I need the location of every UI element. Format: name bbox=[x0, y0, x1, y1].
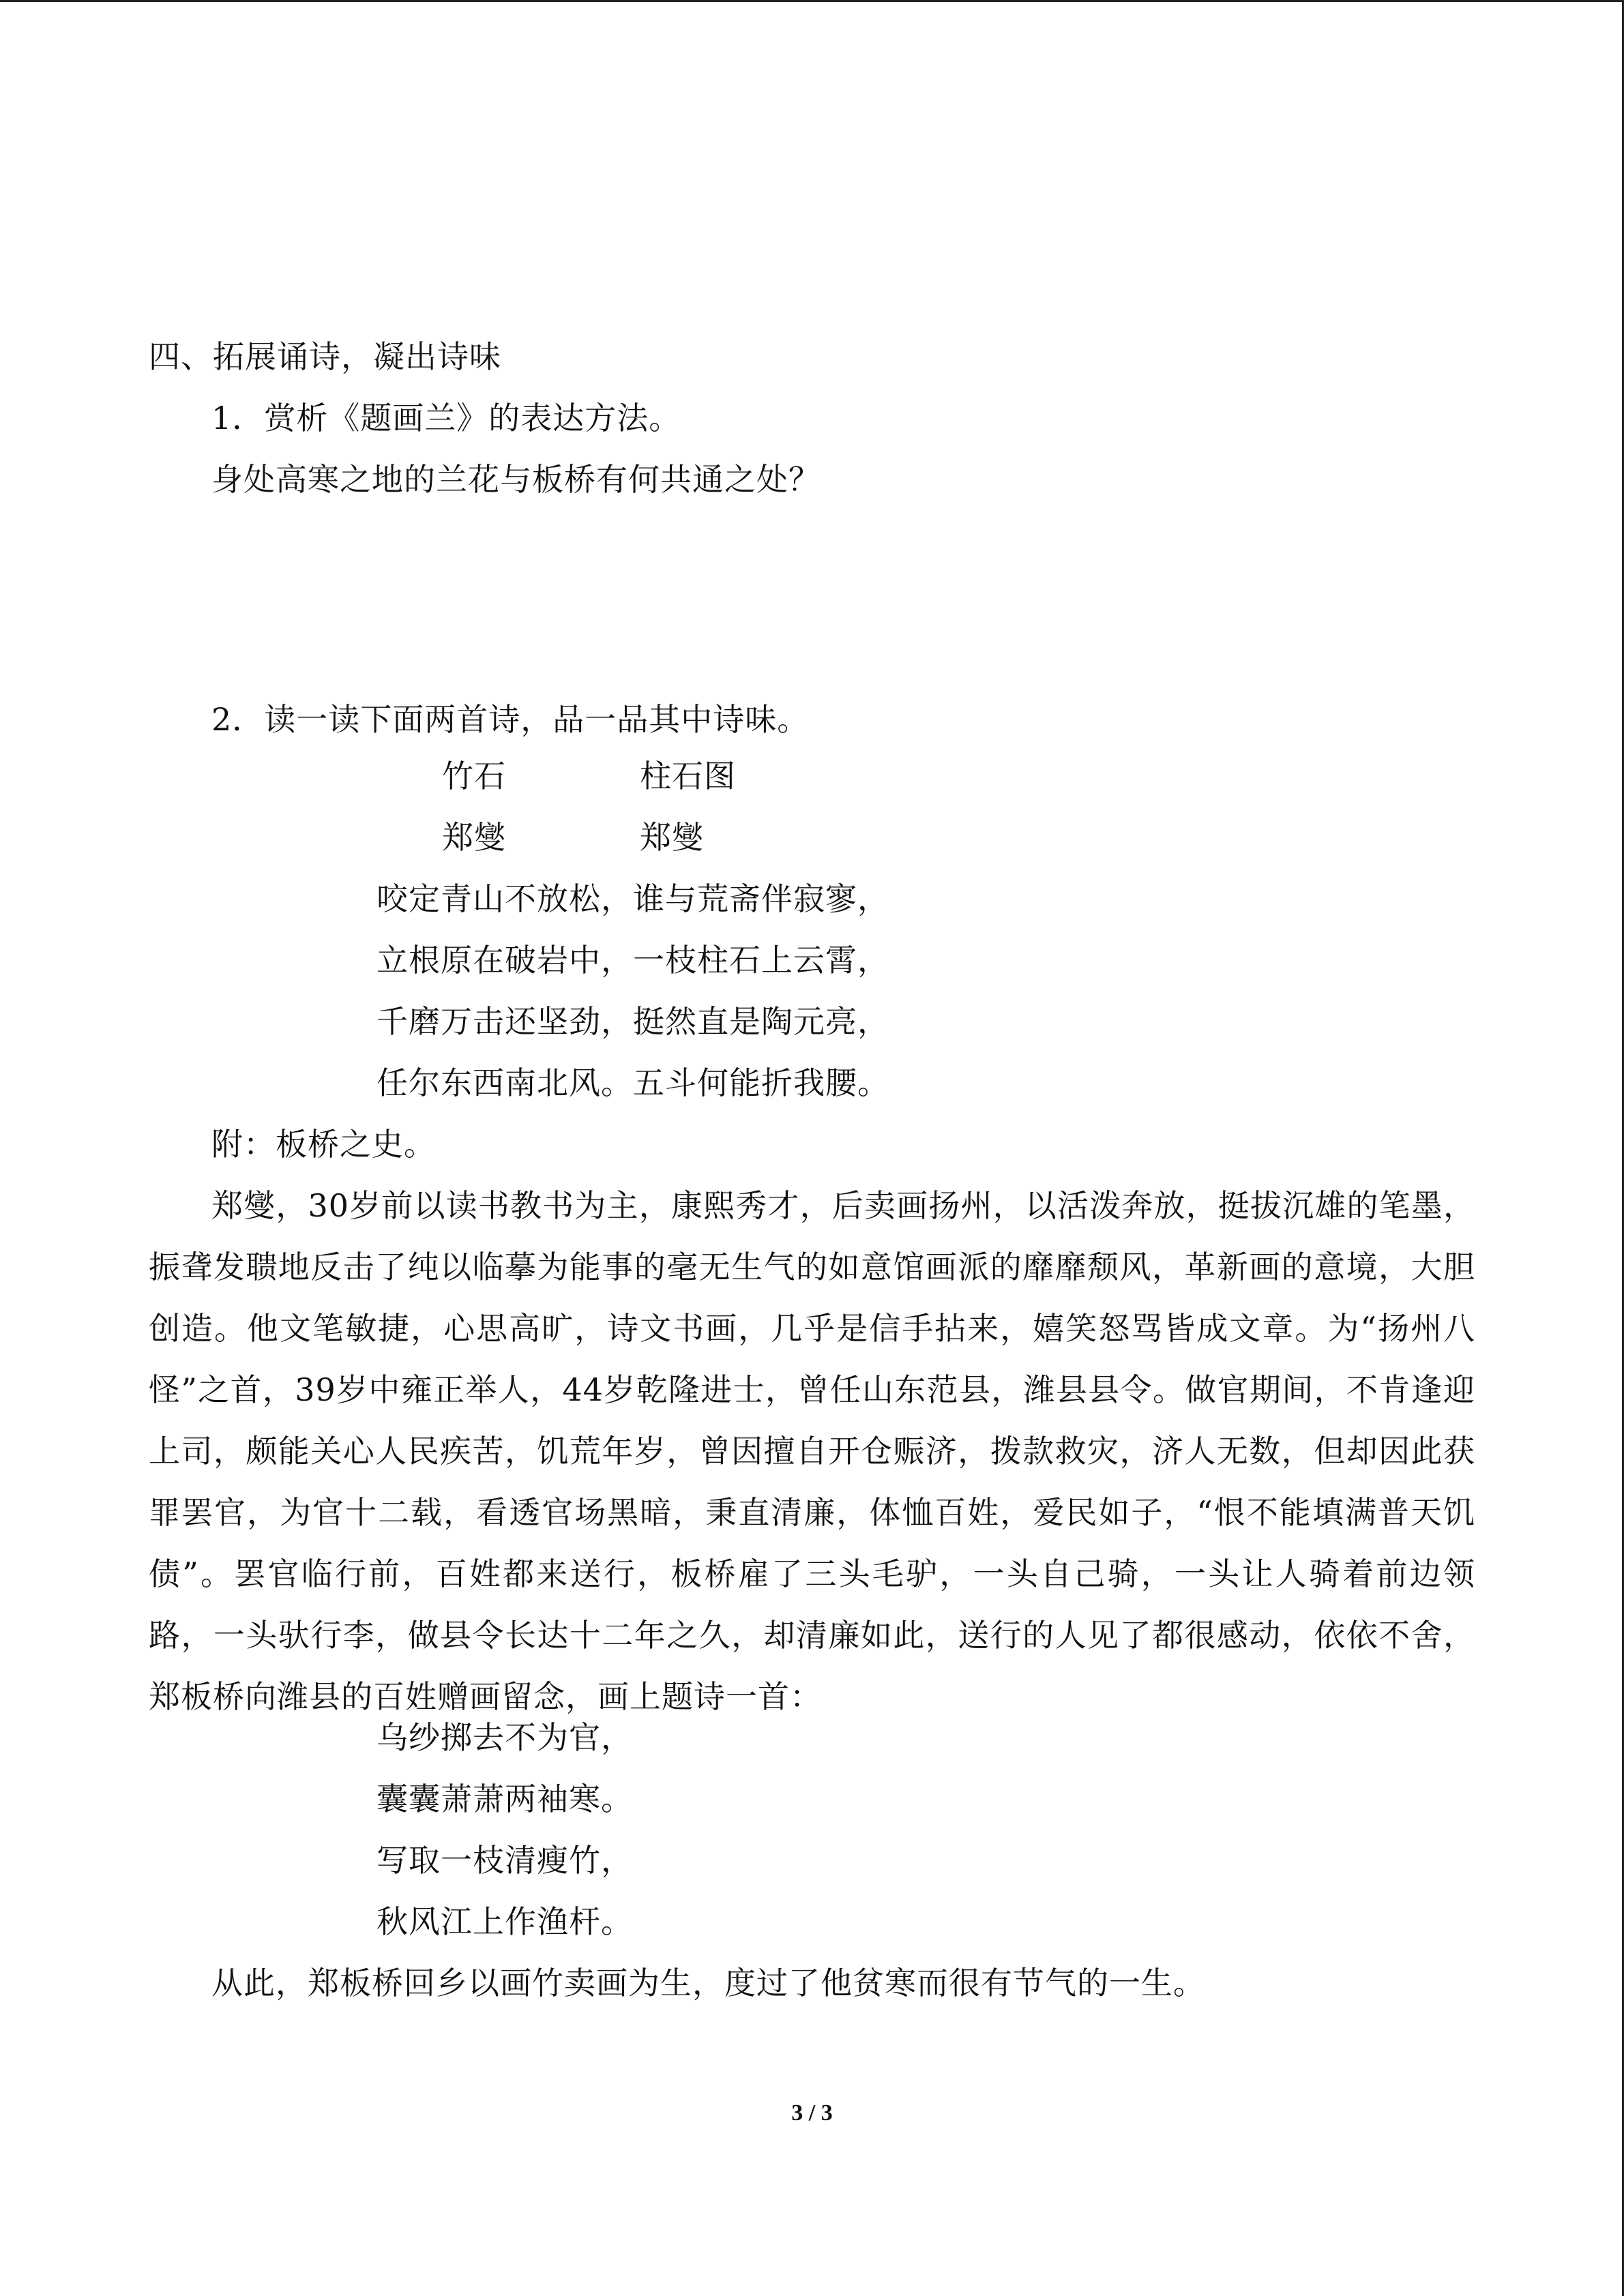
gift-poem-line: 写取一枝清瘦竹， bbox=[377, 1842, 633, 1879]
poem-left-title: 竹石 bbox=[442, 758, 506, 794]
question-2-title: 2．读一读下面两首诗，品一品其中诗味。 bbox=[211, 701, 810, 738]
page-number: 3 / 3 bbox=[791, 2100, 833, 2126]
section-heading: 四、拓展诵诗，凝出诗味 bbox=[149, 338, 501, 375]
poem-line: 千磨万击还坚劲，挺然直是陶元亮， bbox=[377, 1003, 889, 1040]
poem-right-title: 柱石图 bbox=[640, 758, 736, 794]
poem-line: 任尔东西南北风。五斗何能折我腰。 bbox=[377, 1064, 889, 1101]
gift-poem-line: 囊囊萧萧两袖寒。 bbox=[377, 1780, 633, 1817]
page-border-top bbox=[0, 0, 1624, 2]
gift-poem-line: 秋风江上作渔杆。 bbox=[377, 1903, 633, 1940]
appendix-body: 郑燮，30岁前以读书教书为主，康熙秀才，后卖画扬州，以活泼奔放，挺拔沉雄的笔墨，振聋发聩地反击了纯以临摹为能事的毫无生气的如意馆画派的靡靡颓风，革新画的意境，大胆创造。他文笔敏捷，心思高旷，诗文书画，几乎是信手拈来，嬉笑怒骂皆成文章。为“扬州八怪”之首，39岁中雍正举人，44岁乾隆进士，曾任山东范县，潍县县令。做官期间，不肯逢迎上司，颇能关心人民疾苦，饥荒年岁，曾因擅自开仓赈济，拨款救灾，济人无数，但却因此获罪罢官，为官十二载，看透官场黑暗，秉直清廉，体恤百姓，爱民如子，“恨不能填满普天饥债”。罢官临行前，百姓都来送行，板桥雇了三头毛驴，一头自己骑，一头让人骑着前边领路，一头驮行李，做县令长达十二年之久，却清廉如此，送行的人见了都很感动，依依不舍，郑板桥向潍县的百姓赠画留念，画上题诗一首： bbox=[149, 1187, 1475, 1715]
appendix-label: 附：板桥之史。 bbox=[211, 1126, 436, 1163]
question-1-title: 1．赏析《题画兰》的表达方法。 bbox=[211, 400, 681, 436]
gift-poem-line: 乌纱掷去不为官， bbox=[377, 1719, 633, 1756]
poem-line: 立根原在破岩中，一枝柱石上云霄， bbox=[377, 942, 889, 979]
poem-left-author: 郑燮 bbox=[442, 819, 506, 856]
closing-paragraph: 从此，郑板桥回乡以画竹卖画为生，度过了他贫寒而很有节气的一生。 bbox=[211, 1965, 1205, 2001]
poem-right-author: 郑燮 bbox=[640, 819, 704, 856]
poem-line: 咬定青山不放松，谁与荒斋伴寂寥， bbox=[377, 880, 889, 917]
question-1-prompt: 身处高寒之地的兰花与板桥有何共通之处？ bbox=[211, 461, 821, 498]
